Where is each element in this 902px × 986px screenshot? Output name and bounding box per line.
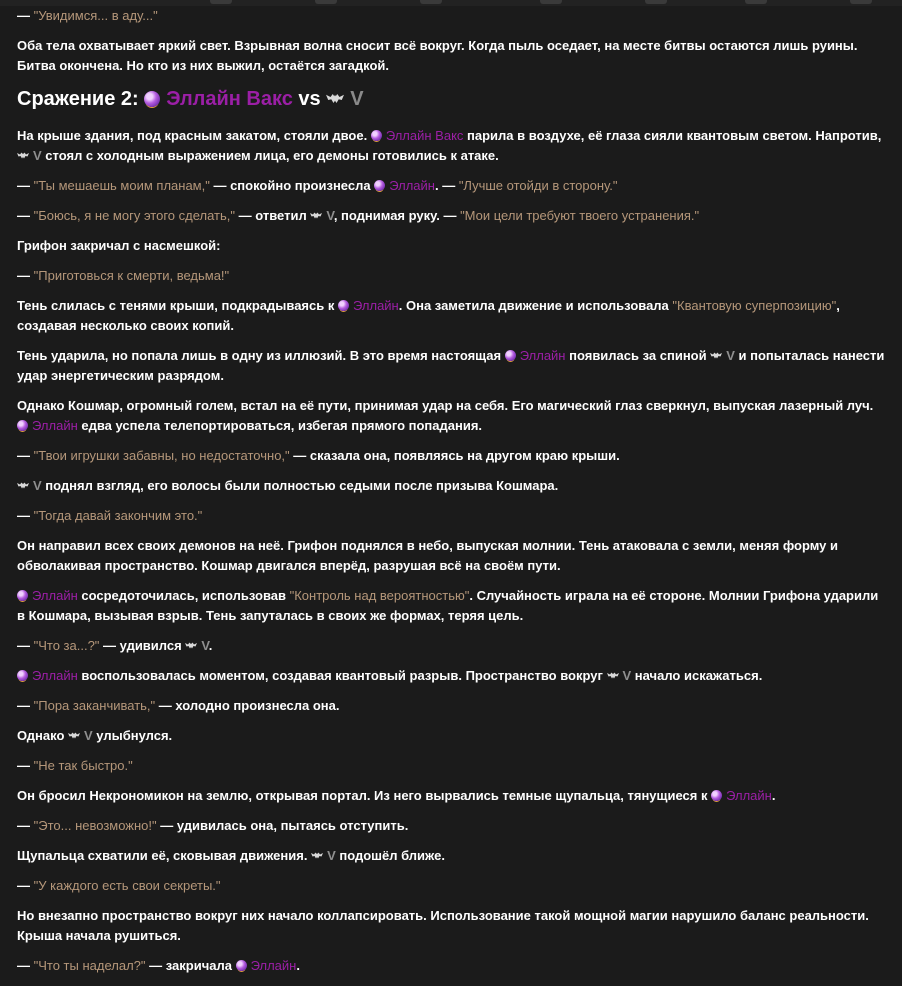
character-name-ellaine: Эллайн	[726, 788, 772, 803]
story-paragraph	[17, 906, 887, 946]
dialogue-quote: "Что ты наделал?"	[33, 958, 146, 973]
narration-text: Однако	[17, 728, 69, 743]
character-name-ellaine: Эллайн Вакс	[166, 88, 293, 110]
toolbar-icon[interactable]	[315, 0, 337, 4]
story-paragraph	[17, 666, 887, 686]
story-paragraph	[17, 956, 887, 976]
narration-text: —	[17, 448, 34, 463]
narration-text: — сказала она, появляясь на другом краю крыши.	[289, 448, 620, 463]
toolbar-icon[interactable]	[540, 0, 562, 4]
story-paragraph	[17, 756, 887, 776]
character-name-ellaine: Эллайн	[389, 178, 435, 193]
narration-text: —	[17, 268, 34, 283]
story-paragraph	[17, 236, 887, 256]
narration-text: начало искажаться.	[631, 668, 763, 683]
narration-text: поднял взгляд, его волосы были полностью седыми после призыва Кошмара.	[41, 478, 559, 493]
story-paragraph	[17, 816, 887, 836]
bat-icon	[607, 668, 623, 683]
narration-text: .	[208, 638, 213, 653]
narration-text: — закричала	[145, 958, 236, 973]
chat-message-content	[17, 6, 887, 986]
crystal-ball-icon	[374, 180, 385, 191]
narration-text: воспользовалась моментом, создавая квантовый разрыв. Пространство вокруг	[77, 668, 607, 683]
narration-text: Но внезапно пространство вокруг них начало коллапсировать. Использование такой мощной магии нарушило баланс реальности. Крыша начала рушиться.	[17, 908, 869, 943]
story-paragraph	[17, 6, 887, 26]
narration-text: .	[296, 958, 300, 973]
crystal-ball-icon	[338, 300, 349, 311]
narration-text: улыбнулся.	[92, 728, 173, 743]
toolbar-icon[interactable]	[645, 0, 667, 4]
narration-text: . Она заметила движение и использовала	[398, 298, 673, 313]
narration-text: Оба тела охватывает яркий свет. Взрывная волна сносит всё вокруг. Когда пыль оседает, на месте битвы остаются лишь руины. Битва окончена. Но кто из них выжил, остаётся загадкой.	[17, 38, 858, 73]
story-paragraph	[17, 536, 887, 576]
narration-text: . —	[434, 178, 459, 193]
crystal-ball-icon	[505, 350, 516, 361]
character-name-ellaine: Эллайн	[519, 348, 566, 363]
narration-text: —	[17, 208, 34, 223]
narration-text: Он бросил Некрономикон на землю, открывая портал. Из него вырвались темные щупальца, тянущиеся к	[17, 788, 712, 803]
narration-text: —	[17, 8, 34, 23]
narration-text: . Случайность играла на её стороне. Молнии Грифона ударили в Кошмара, вызывая взрыв. Тень запуталась в своих же формах, теряя цель.	[17, 588, 879, 623]
story-paragraph	[17, 346, 887, 386]
narration-text: , создавая несколько своих копий.	[17, 298, 840, 333]
story-paragraph	[17, 446, 887, 466]
narration-text: и попыталась нанести удар энергетическим разрядом.	[17, 348, 885, 383]
crystal-ball-icon	[17, 590, 28, 601]
crystal-ball-icon	[144, 91, 160, 107]
narration-text: —	[17, 178, 34, 193]
character-name-ellaine: Эллайн	[352, 298, 399, 313]
narration-text: Однако Кошмар, огромный голем, встал на её пути, принимая удар на себя. Его магический глаз сверкнул, выпуская лазерный луч.	[17, 398, 874, 413]
narration-text: Он направил всех своих демонов на неё. Грифон поднялся в небо, выпуская молнии. Тень атаковала с земли, меняя форму и обволакивая пространство. Кошмар двигался вперёд, разрушая всё на своём пути.	[17, 538, 839, 573]
story-paragraph	[17, 876, 887, 896]
narration-text: — спокойно произнесла	[209, 178, 375, 193]
toolbar-icon[interactable]	[850, 0, 872, 4]
story-paragraph	[17, 296, 887, 336]
story-paragraph	[17, 176, 887, 196]
story-paragraph	[17, 506, 887, 526]
bat-icon	[311, 848, 327, 863]
story-paragraph	[17, 476, 887, 496]
narration-text: —	[17, 818, 34, 833]
story-paragraph	[17, 36, 887, 76]
bat-icon	[17, 478, 33, 493]
crystal-ball-icon	[17, 420, 28, 431]
heading-text: vs	[292, 88, 327, 110]
toolbar-icon[interactable]	[745, 0, 767, 4]
narration-text: —	[17, 758, 34, 773]
narration-text: —	[17, 638, 34, 653]
story-paragraph	[17, 786, 887, 806]
character-name-ellaine: Эллайн Вакс	[385, 128, 464, 143]
bat-icon	[17, 148, 33, 163]
character-name-v: V	[726, 348, 735, 363]
dialogue-quote: "Лучше отойди в сторону."	[458, 178, 618, 193]
story-paragraph	[17, 726, 887, 746]
battle-heading	[17, 86, 887, 112]
dialogue-quote: "Контроль над вероятностью"	[289, 588, 470, 603]
toolbar-icon[interactable]	[420, 0, 442, 4]
narration-text: появилась за спиной	[565, 348, 711, 363]
dialogue-quote: "Квантовую суперпозицию"	[672, 298, 837, 313]
dialogue-quote: "У каждого есть свои секреты."	[33, 878, 221, 893]
bat-icon	[310, 208, 326, 223]
dialogue-quote: "Твои игрушки забавны, но недостаточно,"	[33, 448, 290, 463]
character-name-v: V	[201, 638, 209, 653]
dialogue-quote: "Приготовься к смерти, ведьма!"	[33, 268, 230, 283]
dialogue-quote: "Ты мешаешь моим планам,"	[33, 178, 210, 193]
character-name-ellaine: Эллайн	[32, 668, 78, 683]
dialogue-quote: "Увидимся... в аду..."	[33, 8, 158, 23]
story-paragraph	[17, 396, 887, 436]
character-name-ellaine: Эллайн	[32, 588, 78, 603]
narration-text: , поднимая руку. —	[333, 208, 461, 223]
toolbar-icon[interactable]	[210, 0, 232, 4]
narration-text: — удивилась она, пытаясь отступить.	[156, 818, 409, 833]
bat-icon	[326, 88, 350, 110]
narration-text: —	[17, 958, 34, 973]
crystal-ball-icon	[711, 790, 722, 801]
narration-text: подошёл ближе.	[335, 848, 445, 863]
character-name-v: V	[326, 208, 334, 223]
character-name-v: V	[33, 148, 42, 163]
character-name-v: V	[327, 848, 336, 863]
story-paragraph	[17, 846, 887, 866]
bat-icon	[68, 728, 84, 743]
narration-text: На крыше здания, под красным закатом, стояли двое.	[17, 128, 371, 143]
bat-icon	[710, 348, 726, 363]
dialogue-quote: "Мои цели требуют твоего устранения."	[460, 208, 700, 223]
character-name-v: V	[84, 728, 93, 743]
heading-text: Сражение 2:	[17, 88, 145, 110]
character-name-ellaine: Эллайн	[250, 958, 297, 973]
narration-text: сосредоточилась, использовав	[77, 588, 290, 603]
story-paragraph	[17, 266, 887, 286]
crystal-ball-icon	[371, 130, 382, 141]
narration-text: —	[17, 878, 34, 893]
character-name-ellaine: Эллайн	[32, 418, 78, 433]
narration-text: Тень ударила, но попала лишь в одну из иллюзий. В это время настоящая	[17, 348, 505, 363]
story-paragraph	[17, 126, 887, 166]
narration-text: .	[771, 788, 776, 803]
story-paragraph	[17, 696, 887, 716]
narration-text: — холодно произнесла она.	[155, 698, 340, 713]
narration-text: Грифон закричал с насмешкой:	[17, 238, 221, 253]
crystal-ball-icon	[17, 670, 28, 681]
dialogue-quote: "Что за...?"	[33, 638, 100, 653]
narration-text: —	[17, 508, 34, 523]
bat-icon	[185, 638, 201, 653]
story-paragraph	[17, 636, 887, 656]
story-paragraph	[17, 206, 887, 226]
story-paragraph	[17, 586, 887, 626]
narration-text: стоял с холодным выражением лица, его демоны готовились к атаке.	[41, 148, 499, 163]
narration-text: — удивился	[99, 638, 186, 653]
dialogue-quote: "Боюсь, я не могу этого сделать,"	[33, 208, 235, 223]
character-name-v: V	[622, 668, 632, 683]
character-name-v: V	[33, 478, 42, 493]
narration-text: Щупальца схватили её, сковывая движения.	[17, 848, 312, 863]
character-name-v: V	[350, 88, 364, 110]
narration-text: едва успела телепортироваться, избегая прямого попадания.	[77, 418, 483, 433]
dialogue-quote: "Пора заканчивать,"	[33, 698, 156, 713]
narration-text: — ответил	[235, 208, 311, 223]
dialogue-quote: "Это... невозможно!"	[33, 818, 157, 833]
dialogue-quote: "Не так быстро."	[33, 758, 133, 773]
dialogue-quote: "Тогда давай закончим это."	[33, 508, 203, 523]
narration-text: Тень слилась с тенями крыши, подкрадываясь к	[17, 298, 338, 313]
narration-text: парила в воздухе, её глаза сияли квантовым светом. Напротив,	[463, 128, 882, 143]
narration-text: —	[17, 698, 34, 713]
crystal-ball-icon	[236, 960, 247, 971]
